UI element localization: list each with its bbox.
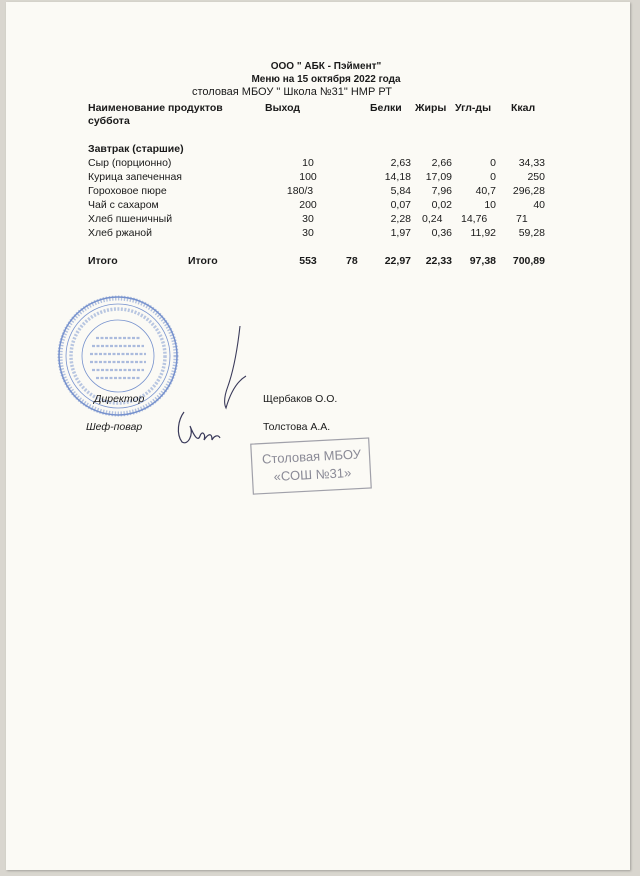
- row-kcal: 40: [533, 199, 545, 211]
- row-fats: 0,36: [431, 227, 452, 239]
- total-output: 553: [299, 255, 317, 267]
- row-carbs: 0: [490, 171, 496, 183]
- total-label: Итого: [88, 255, 118, 267]
- director-title: Директор: [94, 393, 145, 405]
- row-carbs: 14,76: [461, 213, 488, 225]
- col-header-fats: Жиры: [415, 102, 447, 114]
- row-carbs: 40,7: [475, 185, 496, 197]
- col-header-kcal: Ккал: [511, 102, 536, 114]
- school-name: столовая МБОУ " Школа №31" НМР РТ: [192, 86, 392, 98]
- row-proteins: 14,18: [384, 171, 411, 183]
- row-proteins: 0,07: [390, 199, 411, 211]
- row-fats: 17,09: [425, 171, 452, 183]
- chef-title: Шеф-повар: [86, 421, 143, 433]
- row-proteins: 2,28: [390, 213, 411, 225]
- row-fats: 0,24: [422, 213, 443, 225]
- total-label-2: Итого: [188, 255, 218, 267]
- row-output: 180/3: [286, 185, 314, 197]
- row-proteins: 5,84: [390, 185, 411, 197]
- row-name: Хлеб ржаной: [88, 227, 152, 239]
- row-output: 10: [302, 157, 314, 169]
- chef-signature: [170, 406, 230, 452]
- rect-stamp: [250, 437, 374, 495]
- row-proteins: 1,97: [390, 227, 411, 239]
- row-output: 30: [302, 227, 314, 239]
- row-carbs: 11,92: [470, 227, 496, 239]
- section-title: Завтрак (старшие): [88, 143, 184, 155]
- row-fats: 2,66: [431, 157, 452, 169]
- row-carbs: 0: [490, 157, 496, 169]
- col-header-day: суббота: [88, 115, 130, 127]
- row-kcal: 296,28: [512, 185, 545, 197]
- menu-date: Меню на 15 октября 2022 года: [251, 74, 401, 85]
- rect-stamp-line1: Столовая МБОУ: [261, 446, 362, 467]
- row-kcal: 59,28: [518, 227, 545, 239]
- rect-stamp-line2: «СОШ №31»: [273, 464, 352, 485]
- row-name: Курица запеченная: [88, 171, 182, 183]
- row-name: Гороховое пюре: [88, 185, 167, 197]
- col-header-output: Выход: [265, 102, 301, 114]
- total-extra: 78: [346, 255, 358, 267]
- chef-name: Толстова А.А.: [263, 421, 331, 433]
- row-kcal: 250: [527, 171, 545, 183]
- row-output: 200: [299, 199, 317, 211]
- col-header-name: Наименование продуктов: [88, 102, 223, 114]
- director-name: Щербаков О.О.: [263, 393, 338, 405]
- company-name: ООО " АБК - Пэймент": [270, 61, 382, 72]
- document-page: [6, 2, 630, 870]
- row-output: 30: [302, 213, 314, 225]
- row-fats: 7,96: [431, 185, 452, 197]
- row-kcal: 34,33: [518, 157, 545, 169]
- row-name: Хлеб пшеничный: [88, 213, 173, 225]
- total-kcal: 700,89: [512, 255, 545, 267]
- col-header-carbs: Угл-ды: [455, 102, 492, 114]
- row-name: Чай с сахаром: [88, 199, 159, 211]
- total-fats: 22,33: [425, 255, 452, 267]
- row-fats: 0,02: [431, 199, 452, 211]
- row-carbs: 10: [484, 199, 496, 211]
- row-output: 100: [299, 171, 317, 183]
- col-header-proteins: Белки: [370, 102, 402, 114]
- total-carbs: 97,38: [469, 255, 496, 267]
- row-name: Сыр (порционно): [88, 157, 172, 169]
- director-signature: [216, 324, 256, 414]
- row-kcal: 71: [516, 213, 528, 225]
- row-proteins: 2,63: [390, 157, 411, 169]
- total-proteins: 22,97: [384, 255, 411, 267]
